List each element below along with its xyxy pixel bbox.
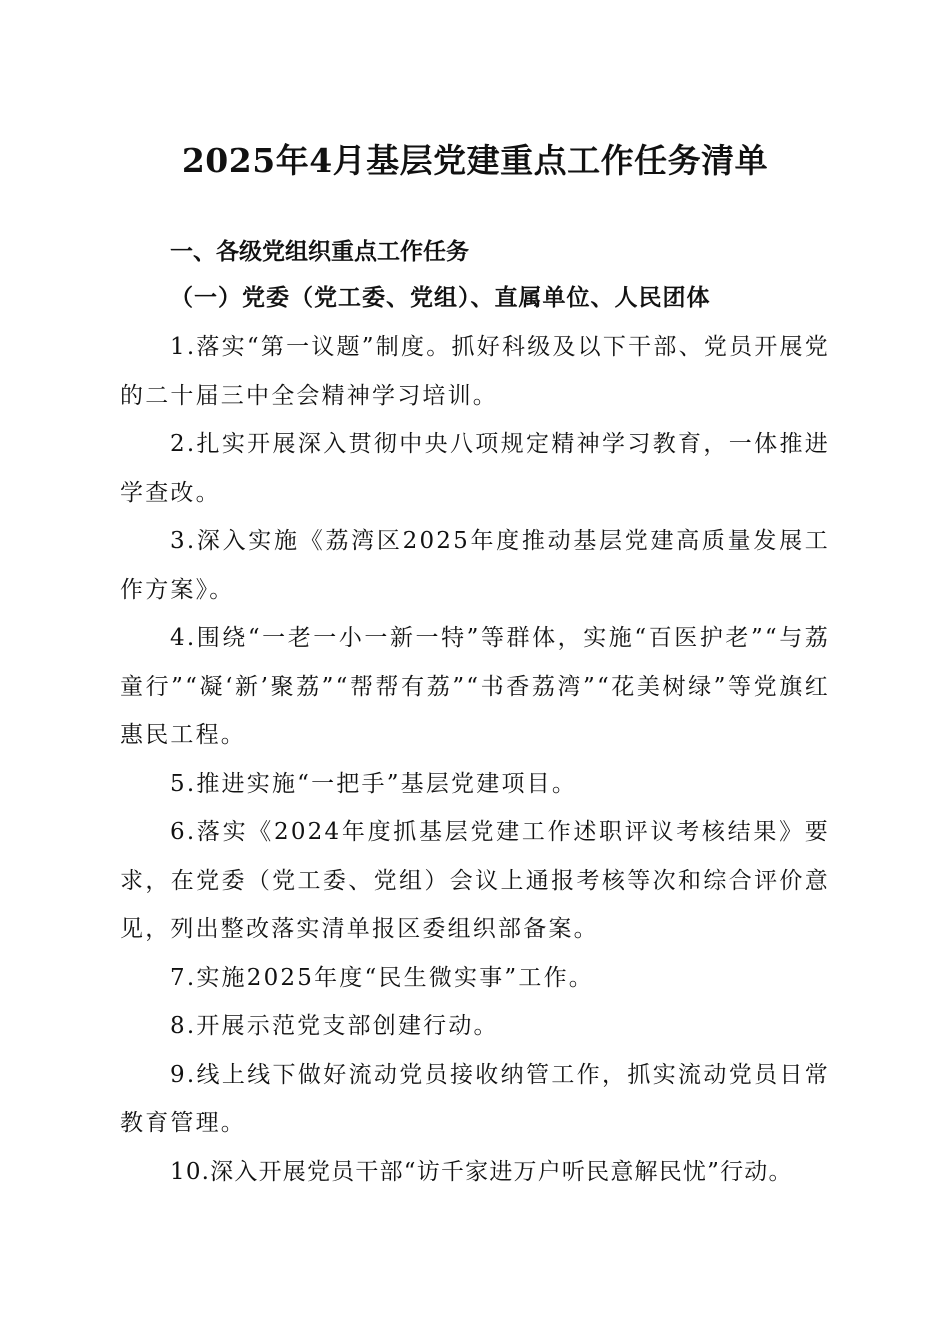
task-item-8: 8.开展示范党支部创建行动。 — [170, 1013, 499, 1039]
task-item-1: 1.落实“第一议题”制度。抓好科级及以下干部、党员开展党的二十届三中全会精神学习培训。 — [120, 334, 830, 409]
document-title: 2025年4月基层党建重点工作任务清单 — [181, 141, 769, 180]
task-item-2: 2.扎实开展深入贯彻中央八项规定精神学习教育，一体推进学查改。 — [120, 431, 830, 506]
task-item-9: 9.线上线下做好流动党员接收纳管工作，抓实流动党员日常教育管理。 — [120, 1061, 830, 1136]
task-item-10: 10.深入开展党员干部“访千家进万户听民意解民忧”行动。 — [170, 1158, 793, 1185]
subsection-heading: （一）党委（党工委、党组）、直属单位、人民团体 — [170, 284, 711, 311]
task-item-5: 5.推进实施“一把手”基层党建项目。 — [170, 770, 578, 797]
task-list — [120, 323, 830, 1196]
task-item-3: 3.深入实施《荔湾区2025年度推动基层党建高质量发展工作方案》。 — [120, 528, 830, 603]
task-item-7: 7.实施2025年度“民生微实事”工作。 — [170, 964, 594, 991]
task-item-4: 4.围绕“一老一小一新一特”等群体，实施“百医护老”“与荔童行”“凝‘新’聚荔”“帮帮有荔”“书香荔湾”“花美树绿”等党旗红惠民工程。 — [120, 625, 830, 748]
task-item-6: 6.落实《2024年度抓基层党建工作述职评议考核结果》要求，在党委（党工委、党组）会议上通报考核等次和综合评价意见，列出整改落实清单报区委组织部备案。 — [120, 819, 830, 942]
section-heading: 一、各级党组织重点工作任务 — [170, 239, 469, 265]
